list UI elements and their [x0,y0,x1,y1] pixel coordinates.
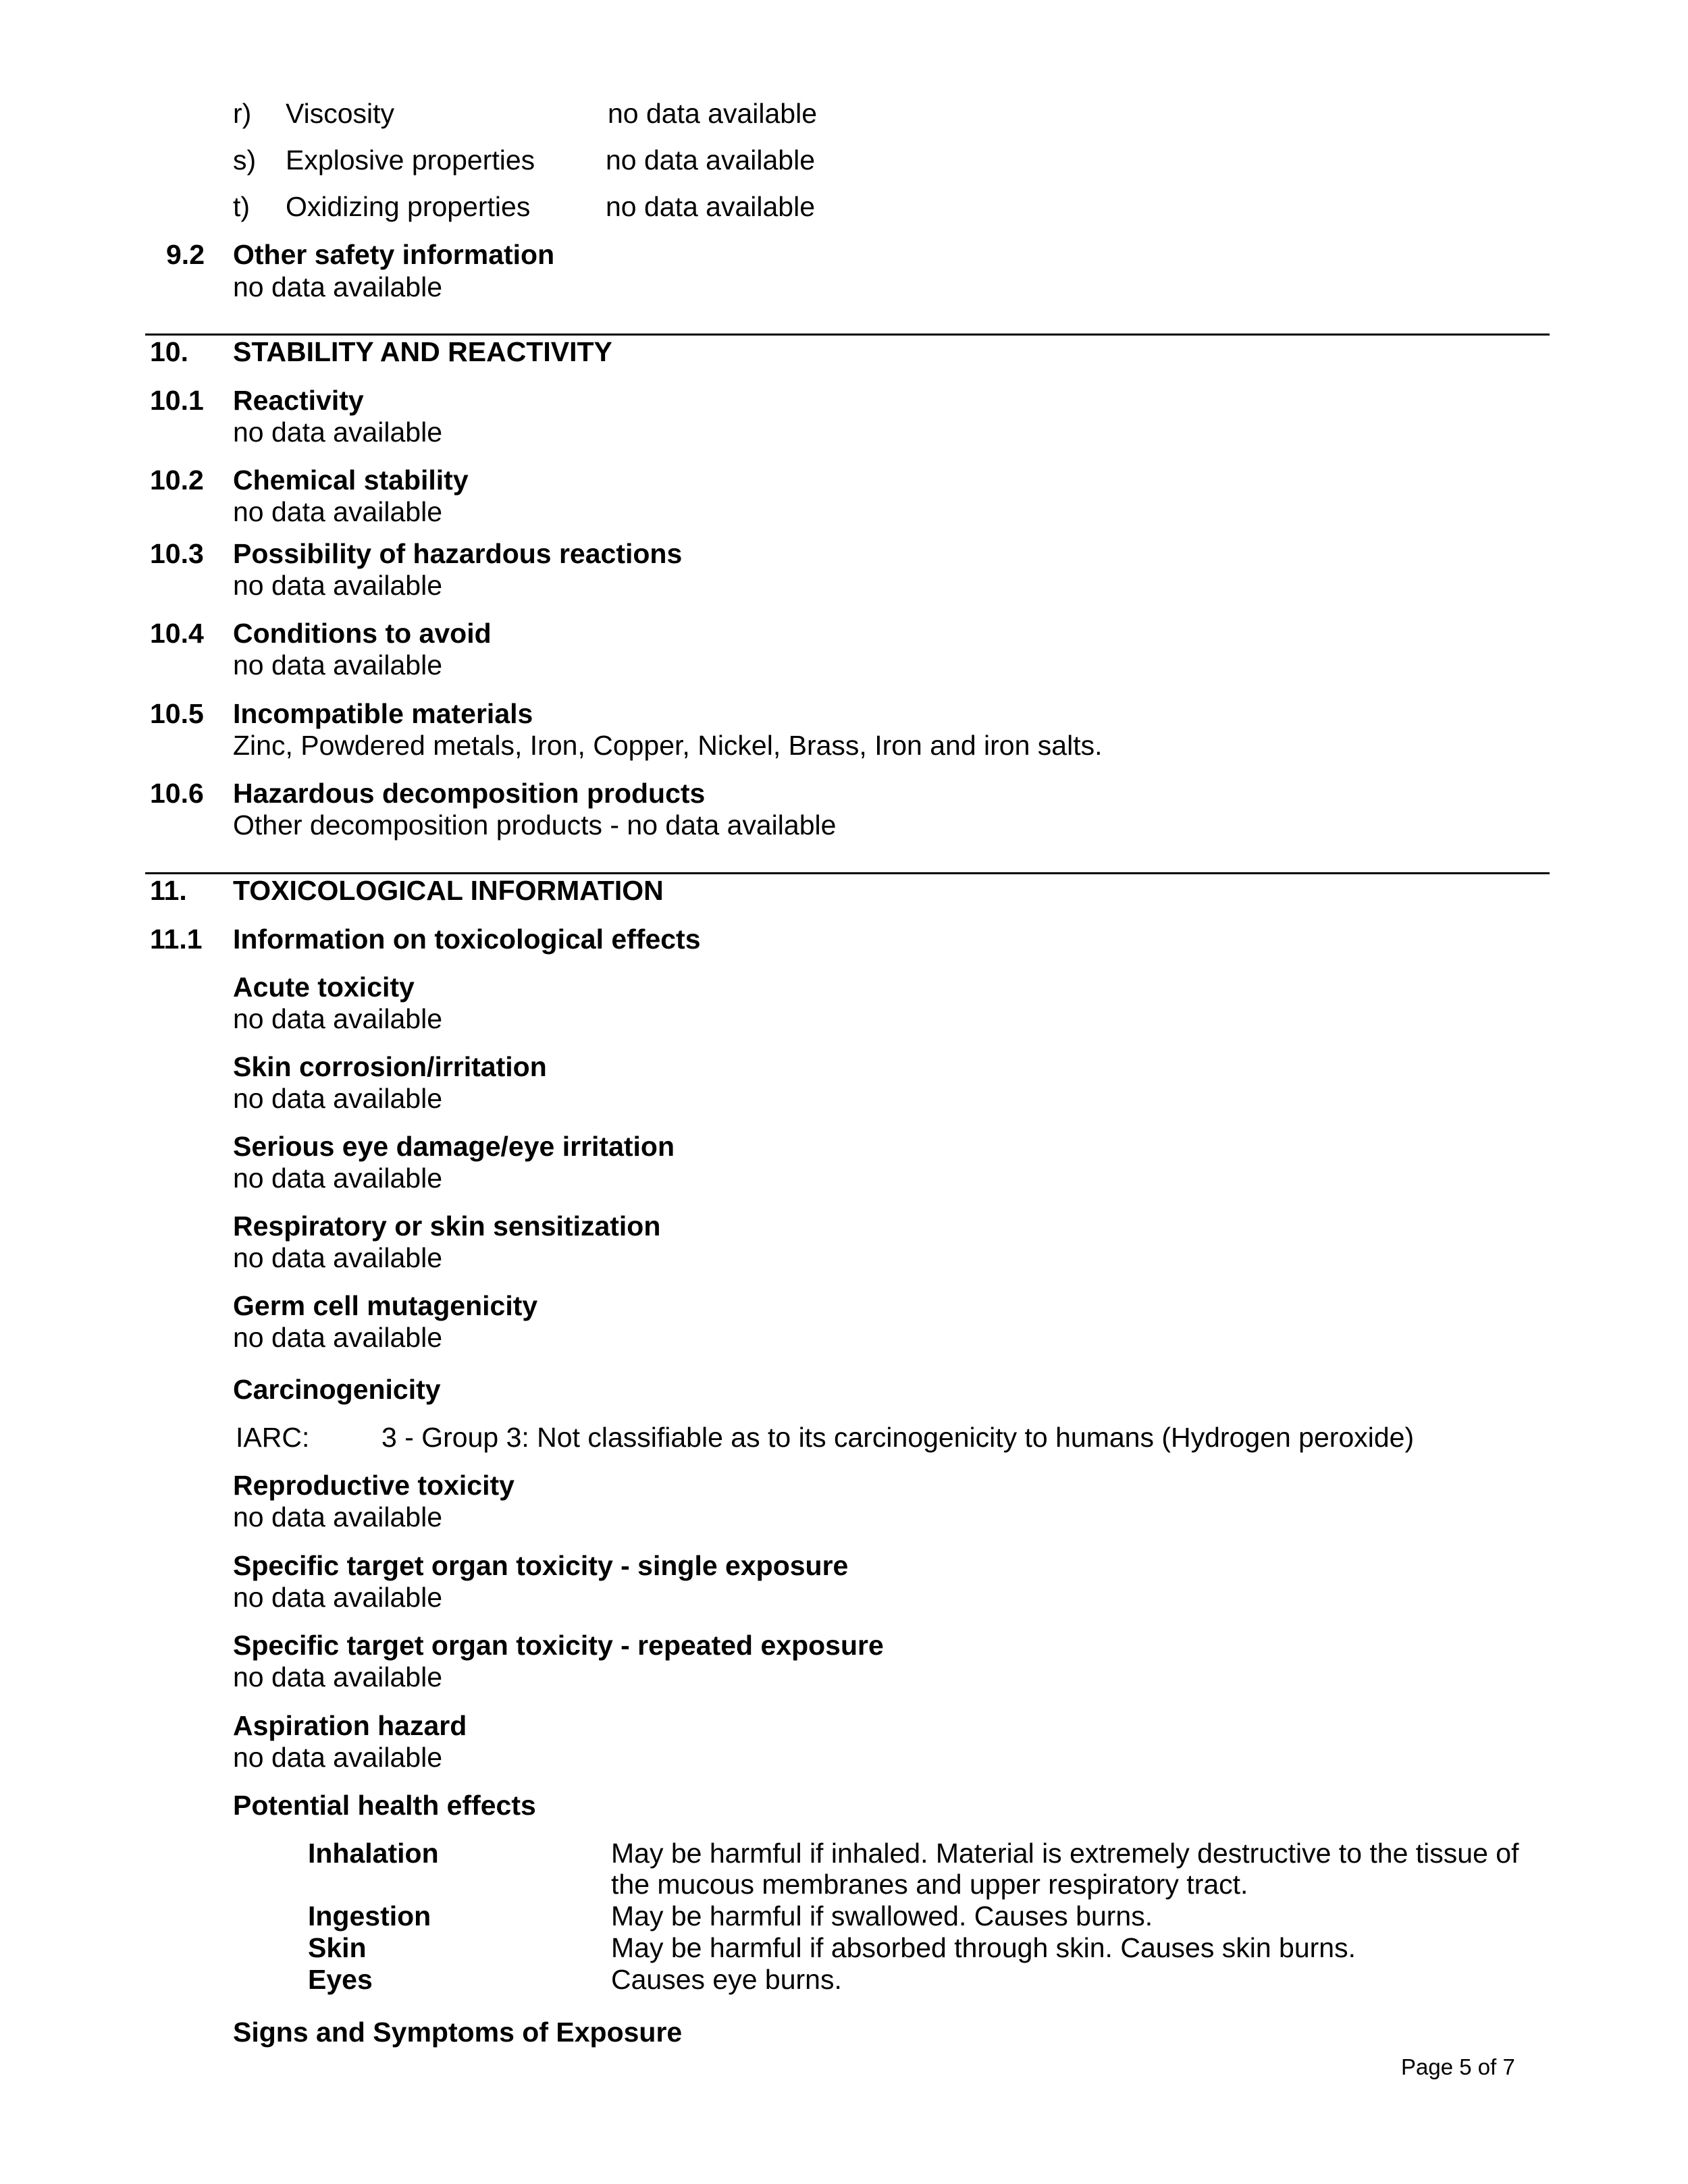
route-text: the mucous membranes and upper respiratory tract. [611,1869,1248,1900]
effect-text: no data available [233,1083,443,1114]
property-value: no data available [608,98,818,129]
subsection-title: Chemical stability [233,464,469,496]
subsection-text: no data available [233,417,443,448]
effect-text: no data available [233,1582,443,1613]
effect-title: Potential health effects [233,1790,536,1821]
route-text: May be harmful if absorbed through skin. Causes skin burns. [611,1932,1356,1963]
effect-text: no data available [233,1242,443,1273]
effect-text: no data available [233,1163,443,1194]
property-letter: t) [233,191,250,222]
property-value: no data available [606,191,816,222]
route-skin: Skin [308,1932,367,1963]
route-text: May be harmful if swallowed. Causes burns. [611,1900,1153,1932]
route-ingestion: Ingestion [308,1900,431,1932]
page-number: Page 5 of 7 [1401,2054,1515,2079]
section-divider [145,872,1550,874]
subsection-number: 11.1 [150,924,203,955]
section-heading: TOXICOLOGICAL INFORMATION [233,875,664,906]
effect-text: no data available [233,1003,443,1034]
section-number: 9.2 [166,239,205,270]
section-title: Other safety information [233,239,555,270]
effect-text: no data available [233,1501,443,1533]
subsection-number: 10.5 [150,698,204,729]
route-text: Causes eye burns. [611,1964,842,1995]
subsection-title: Possibility of hazardous reactions [233,538,683,569]
signs-symptoms-title: Signs and Symptoms of Exposure [233,2017,683,2048]
subsection-text: Other decomposition products - no data available [233,809,837,841]
iarc-text: 3 - Group 3: Not classifiable as to its carcinogenicity to humans (Hydrogen peroxide) [381,1422,1415,1453]
effect-title: Specific target organ toxicity - single exposure [233,1550,849,1581]
section-text: no data available [233,271,443,302]
route-text: May be harmful if inhaled. Material is extremely destructive to the tissue of [611,1838,1519,1869]
property-name: Explosive properties [286,144,535,176]
effect-title: Specific target organ toxicity - repeated exposure [233,1630,884,1661]
route-eyes: Eyes [308,1964,373,1995]
section-heading: STABILITY AND REACTIVITY [233,336,612,367]
effect-title: Serious eye damage/eye irritation [233,1131,675,1162]
effect-title: Reproductive toxicity [233,1470,515,1501]
effect-title: Skin corrosion/irritation [233,1051,547,1082]
subsection-text: no data available [233,649,443,681]
subsection-title: Information on toxicological effects [233,924,701,955]
property-value: no data available [606,144,816,176]
subsection-number: 10.2 [150,464,204,496]
subsection-number: 10.1 [150,385,204,416]
subsection-number: 10.4 [150,618,204,649]
subsection-text: Zinc, Powdered metals, Iron, Copper, Nickel, Brass, Iron and iron salts. [233,730,1103,761]
effect-title: Aspiration hazard [233,1710,467,1741]
effect-text: no data available [233,1661,443,1693]
subsection-title: Hazardous decomposition products [233,778,706,809]
subsection-title: Incompatible materials [233,698,533,729]
subsection-title: Reactivity [233,385,364,416]
subsection-number: 10.6 [150,778,204,809]
section-number: 10. [150,336,188,367]
subsection-number: 10.3 [150,538,204,569]
property-letter: r) [233,98,252,129]
subsection-text: no data available [233,496,443,527]
property-name: Oxidizing properties [286,191,531,222]
property-name: Viscosity [286,98,395,129]
effect-title: Carcinogenicity [233,1374,441,1405]
subsection-title: Conditions to avoid [233,618,492,649]
section-divider [145,334,1550,336]
subsection-text: no data available [233,570,443,601]
route-inhalation: Inhalation [308,1838,439,1869]
iarc-label: IARC: [236,1422,310,1453]
effect-text: no data available [233,1322,443,1353]
effect-text: no data available [233,1742,443,1773]
effect-title: Germ cell mutagenicity [233,1290,538,1321]
property-letter: s) [233,144,257,176]
effect-title: Acute toxicity [233,971,415,1003]
effect-title: Respiratory or skin sensitization [233,1210,661,1242]
section-number: 11. [150,875,187,906]
